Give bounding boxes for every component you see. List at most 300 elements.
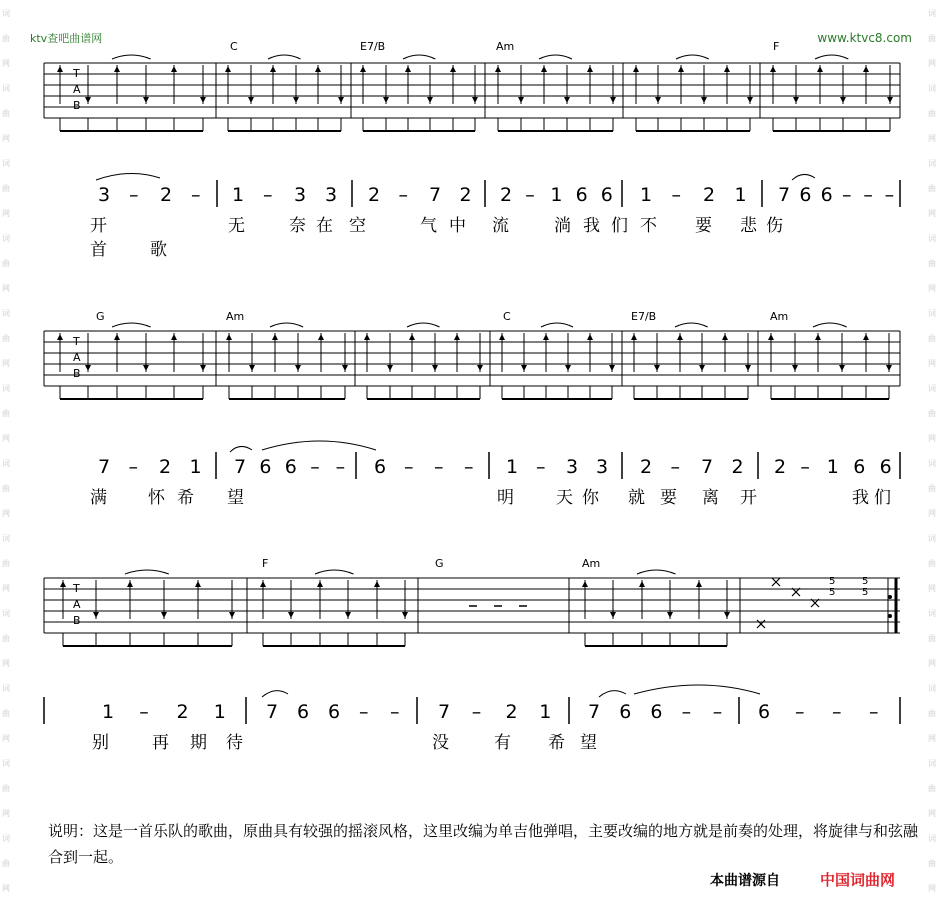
strum-arrowhead bbox=[587, 334, 593, 340]
watermark-char: 曲 bbox=[2, 34, 10, 43]
svg-text:5: 5 bbox=[862, 576, 869, 587]
tie-arc bbox=[541, 323, 573, 327]
note-digit: 6 bbox=[853, 456, 866, 478]
strum-arrowhead bbox=[724, 612, 730, 618]
strum-arrowhead bbox=[886, 365, 892, 371]
strum-arrowhead bbox=[450, 66, 456, 72]
strum-arrowhead bbox=[633, 66, 639, 72]
strum-arrowhead bbox=[364, 334, 370, 340]
tab-letter: A bbox=[73, 83, 81, 96]
strum-arrowhead bbox=[342, 365, 348, 371]
note-digit: – bbox=[670, 456, 680, 478]
note-digit: 7 bbox=[438, 701, 451, 723]
strum-arrowhead bbox=[402, 612, 408, 618]
lyrics bbox=[90, 216, 891, 753]
strum-arrowhead bbox=[200, 365, 206, 371]
watermark-char: 曲 bbox=[928, 109, 936, 118]
strum-arrowhead bbox=[696, 581, 702, 587]
strum-arrowhead bbox=[114, 334, 120, 340]
watermark-char: 网 bbox=[2, 734, 10, 743]
watermark-char: 曲 bbox=[2, 709, 10, 718]
strum-arrowhead bbox=[699, 365, 705, 371]
watermark-char: 网 bbox=[928, 584, 936, 593]
note-digit: – bbox=[536, 456, 546, 478]
strum-arrowhead bbox=[272, 334, 278, 340]
tie-arc bbox=[675, 323, 708, 327]
fret-numbers bbox=[829, 576, 868, 598]
note-digit: – bbox=[310, 456, 320, 478]
note-digit: – bbox=[359, 701, 369, 723]
tie-arc bbox=[676, 55, 709, 59]
lyric-char: 在 bbox=[316, 216, 333, 236]
strum-arrowhead bbox=[654, 365, 660, 371]
strum-arrowhead bbox=[701, 97, 707, 103]
strum-arrowhead bbox=[143, 97, 149, 103]
note-digit: – bbox=[869, 701, 879, 723]
strum-arrowhead bbox=[631, 334, 637, 340]
note-digit: 7 bbox=[98, 456, 111, 478]
watermark-char: 词 bbox=[928, 309, 936, 318]
lyric-char: 无 bbox=[228, 216, 245, 236]
slur-arc bbox=[262, 441, 376, 450]
note-digit: – bbox=[712, 701, 723, 723]
watermark-char: 词 bbox=[928, 459, 936, 468]
strum-arrowhead bbox=[93, 612, 99, 618]
svg-text:5: 5 bbox=[829, 587, 836, 598]
note-digit: 1 bbox=[640, 184, 653, 206]
strum-arrowhead bbox=[293, 97, 299, 103]
note-digit: 7 bbox=[266, 701, 279, 723]
note-digit: 6 bbox=[600, 184, 613, 206]
strum-arrowhead bbox=[495, 66, 501, 72]
strum-arrowhead bbox=[887, 97, 893, 103]
strum-arrowhead bbox=[587, 66, 593, 72]
svg-text:5: 5 bbox=[862, 587, 869, 598]
watermark-char: 词 bbox=[2, 534, 10, 543]
strum-arrowhead bbox=[722, 334, 728, 340]
chord-name: F bbox=[773, 40, 780, 53]
lyric-char: 们 bbox=[611, 216, 628, 236]
watermark-char: 曲 bbox=[928, 184, 936, 193]
watermark-char: 词 bbox=[2, 84, 10, 93]
arrangement-note: 说明：这是一首乐队的歌曲，原曲具有较强的摇滚风格，这里改编为单吉他弹唱，主要改编的地方就是前奏的处理，将旋律与和弦融合到一起。 bbox=[48, 822, 919, 866]
strum-arrowhead bbox=[678, 66, 684, 72]
tie-arc bbox=[125, 570, 169, 574]
lyric-char: 奈 bbox=[289, 216, 306, 236]
strum-arrowhead bbox=[564, 97, 570, 103]
note-digit: 6 bbox=[328, 701, 341, 723]
strum-arrowhead bbox=[85, 365, 91, 371]
lyric-char: 悲 bbox=[740, 216, 757, 236]
strum-arrowhead bbox=[541, 66, 547, 72]
note-digit: – bbox=[464, 456, 474, 478]
note-digit: – bbox=[434, 456, 444, 478]
note-digit: 7 bbox=[701, 456, 714, 478]
strum-arrowhead bbox=[610, 97, 616, 103]
note-digit: – bbox=[832, 701, 842, 723]
watermark-char: 网 bbox=[2, 359, 10, 368]
strum-arrowhead bbox=[793, 97, 799, 103]
watermark-char: 词 bbox=[2, 759, 10, 768]
strum-arrowhead bbox=[863, 334, 869, 340]
repeat-end-dots bbox=[888, 595, 892, 618]
note-digit: – bbox=[863, 184, 873, 206]
watermark-char: 曲 bbox=[2, 259, 10, 268]
strum-arrowhead bbox=[248, 97, 254, 103]
lyric-char: 要 bbox=[660, 488, 677, 508]
tab-clef-letters bbox=[72, 67, 81, 627]
watermark-char: 曲 bbox=[928, 34, 936, 43]
watermark-char: 网 bbox=[928, 659, 936, 668]
source-label: 本曲谱源自 bbox=[710, 873, 780, 889]
note-digit: – bbox=[681, 701, 692, 723]
note-digit: 7 bbox=[588, 701, 601, 723]
tie-arc bbox=[637, 570, 676, 574]
note-digit: 6 bbox=[758, 701, 771, 723]
note-digit: 2 bbox=[459, 184, 472, 206]
slur-arc bbox=[262, 691, 288, 697]
lyric-char: 有 bbox=[494, 733, 511, 753]
note-digit: – bbox=[263, 184, 273, 206]
strum-arrowhead bbox=[57, 334, 63, 340]
strum-arrowhead bbox=[409, 334, 415, 340]
tie-arc bbox=[270, 323, 303, 327]
strum-arrowhead bbox=[477, 365, 483, 371]
note-digit: 6 bbox=[879, 456, 892, 478]
strum-arrowhead bbox=[114, 66, 120, 72]
chord-name: Am bbox=[226, 310, 245, 323]
note-digit: – bbox=[795, 701, 805, 723]
tab-letter: A bbox=[73, 351, 81, 364]
strum-arrowhead bbox=[260, 581, 266, 587]
note-digit: 2 bbox=[176, 701, 189, 723]
svg-text:5: 5 bbox=[829, 576, 836, 587]
strum-arrowhead bbox=[724, 66, 730, 72]
note-digit: 3 bbox=[596, 456, 609, 478]
lyric-char: 满 bbox=[90, 488, 107, 508]
watermark-char: 网 bbox=[2, 659, 10, 668]
lyric-char: 首 bbox=[90, 240, 107, 260]
tab-letter: T bbox=[73, 67, 80, 80]
note-digit: 2 bbox=[500, 184, 513, 206]
strum-arrowhead bbox=[432, 365, 438, 371]
lyric-char: 望 bbox=[227, 488, 244, 508]
lyric-char: 你 bbox=[582, 488, 599, 508]
watermark-char: 曲 bbox=[928, 334, 936, 343]
strum-arrowhead bbox=[610, 612, 616, 618]
lyric-char: 待 bbox=[226, 733, 243, 753]
note-digit: 7 bbox=[778, 184, 791, 206]
lyric-char: 开 bbox=[90, 216, 107, 236]
lyric-char: 空 bbox=[349, 216, 366, 236]
note-digit: – bbox=[335, 456, 346, 478]
source-site[interactable]: 中国词曲网 bbox=[820, 871, 896, 889]
strum-arrowhead bbox=[863, 66, 869, 72]
slur-arc bbox=[96, 173, 160, 180]
tie-arc bbox=[539, 55, 572, 59]
strum-arrowhead bbox=[85, 97, 91, 103]
lyric-char: 们 bbox=[874, 488, 891, 508]
strum-arrowhead bbox=[472, 97, 478, 103]
note-digit: 1 bbox=[102, 701, 115, 723]
strum-arrowhead bbox=[249, 365, 255, 371]
watermark-char: 词 bbox=[2, 684, 10, 693]
strum-arrowhead bbox=[57, 66, 63, 72]
watermark-char: 网 bbox=[2, 884, 10, 893]
strum-arrowhead bbox=[745, 365, 751, 371]
watermark-char: 网 bbox=[928, 884, 936, 893]
watermark-char: 词 bbox=[928, 9, 936, 18]
note-digit: 2 bbox=[159, 456, 172, 478]
note-digit: – bbox=[525, 184, 535, 206]
note-digit: 1 bbox=[506, 456, 519, 478]
note-digit: 6 bbox=[575, 184, 588, 206]
note-digit: 6 bbox=[820, 184, 833, 206]
strum-arrowhead bbox=[360, 66, 366, 72]
header-site-name: ktv查吧曲谱网 bbox=[30, 32, 103, 45]
tab-letter: B bbox=[73, 367, 81, 380]
watermark-char: 曲 bbox=[2, 409, 10, 418]
slur-arc bbox=[230, 446, 252, 452]
note-digit: 2 bbox=[703, 184, 716, 206]
watermark-char: 网 bbox=[2, 509, 10, 518]
lyric-char: 我 bbox=[852, 488, 869, 508]
watermark-char: 网 bbox=[2, 584, 10, 593]
note-digit: 6 bbox=[259, 456, 272, 478]
strum-arrowhead bbox=[609, 365, 615, 371]
percussion-marks bbox=[757, 578, 819, 628]
watermark-char: 词 bbox=[928, 609, 936, 618]
chord-name: Am bbox=[496, 40, 515, 53]
strum-arrowhead bbox=[195, 581, 201, 587]
chord-name: F bbox=[262, 557, 269, 570]
strum-arrowhead bbox=[770, 66, 776, 72]
lyric-char: 天 bbox=[556, 488, 573, 508]
note-digit: 2 bbox=[774, 456, 787, 478]
watermark-char: 词 bbox=[2, 609, 10, 618]
strum-arrowhead bbox=[225, 66, 231, 72]
note-digit: – bbox=[671, 184, 681, 206]
strum-arrowhead bbox=[405, 66, 411, 72]
strum-arrowhead bbox=[229, 612, 235, 618]
tie-arc bbox=[315, 570, 354, 574]
slur-arc bbox=[599, 691, 626, 697]
strum-arrowhead bbox=[768, 334, 774, 340]
strum-arrowhead bbox=[171, 66, 177, 72]
watermark-char: 曲 bbox=[2, 184, 10, 193]
watermark-char: 网 bbox=[2, 59, 10, 68]
note-digit: – bbox=[191, 184, 201, 206]
chord-names bbox=[96, 40, 791, 570]
watermark-char: 网 bbox=[928, 809, 936, 818]
note-digit: 1 bbox=[213, 701, 226, 723]
strum-arrowhead bbox=[839, 365, 845, 371]
slur-arc bbox=[792, 174, 815, 180]
strum-arrowhead bbox=[60, 581, 66, 587]
lyric-char: 希 bbox=[177, 488, 194, 508]
note-digit: 3 bbox=[294, 184, 307, 206]
watermark-char: 网 bbox=[2, 209, 10, 218]
note-digit: – bbox=[471, 701, 482, 723]
strum-arrowhead bbox=[677, 334, 683, 340]
note-digit: 6 bbox=[650, 701, 663, 723]
strum-arrowhead bbox=[383, 97, 389, 103]
strum-arrowhead bbox=[171, 334, 177, 340]
lyric-char: 流 bbox=[492, 216, 509, 236]
watermark-char: 词 bbox=[928, 684, 936, 693]
lyric-char: 不 bbox=[640, 216, 657, 236]
chord-name: Am bbox=[770, 310, 789, 323]
watermark-char: 网 bbox=[2, 809, 10, 818]
lyric-char: 我 bbox=[583, 216, 600, 236]
watermark-char: 词 bbox=[2, 9, 10, 18]
note-digit: – bbox=[139, 701, 149, 723]
notation-barlines bbox=[44, 180, 900, 724]
note-digit: 6 bbox=[619, 701, 632, 723]
note-digit: 6 bbox=[297, 701, 310, 723]
watermark-char: 曲 bbox=[928, 709, 936, 718]
note-digit: 2 bbox=[368, 184, 381, 206]
lyric-char: 开 bbox=[740, 488, 757, 508]
watermark-char: 曲 bbox=[928, 259, 936, 268]
strum-arrowhead bbox=[792, 365, 798, 371]
note-digit: 2 bbox=[160, 184, 173, 206]
lyric-char: 希 bbox=[548, 733, 565, 753]
strum-arrowhead bbox=[840, 97, 846, 103]
lyric-char: 歌 bbox=[150, 240, 167, 260]
watermark-char: 词 bbox=[2, 234, 10, 243]
watermark-char: 网 bbox=[928, 734, 936, 743]
lyric-char: 就 bbox=[628, 488, 645, 508]
watermark-char: 网 bbox=[928, 134, 936, 143]
chord-name: Am bbox=[582, 557, 601, 570]
lyric-char: 中 bbox=[449, 216, 466, 236]
watermark-char: 曲 bbox=[2, 784, 10, 793]
watermark-char: 曲 bbox=[2, 559, 10, 568]
lyric-char: 伤 bbox=[766, 216, 783, 236]
strum-arrowhead bbox=[667, 612, 673, 618]
watermark-char: 词 bbox=[2, 159, 10, 168]
note-digit: 1 bbox=[550, 184, 563, 206]
watermark-char: 网 bbox=[928, 359, 936, 368]
watermark-char: 曲 bbox=[928, 484, 936, 493]
tie-arc bbox=[268, 55, 301, 59]
lyric-char: 气 bbox=[420, 216, 437, 236]
strum-arrowhead bbox=[518, 97, 524, 103]
watermark-char: 词 bbox=[928, 384, 936, 393]
note-digit: – bbox=[390, 701, 400, 723]
strum-arrowhead bbox=[288, 612, 294, 618]
watermark-char: 网 bbox=[928, 59, 936, 68]
strum-arrowhead bbox=[226, 334, 232, 340]
lyric-char: 别 bbox=[92, 733, 109, 753]
tie-arc bbox=[403, 55, 435, 59]
chord-name: G bbox=[435, 557, 444, 570]
note-digit: 6 bbox=[284, 456, 297, 478]
strum-arrowhead bbox=[521, 365, 527, 371]
watermark-char: 词 bbox=[928, 84, 936, 93]
lyric-char: 再 bbox=[152, 733, 169, 753]
strum-arrowhead bbox=[639, 581, 645, 587]
chord-name: C bbox=[503, 310, 511, 323]
watermark-char: 网 bbox=[2, 434, 10, 443]
note-digit: 6 bbox=[374, 456, 387, 478]
strum-arrowhead bbox=[317, 581, 323, 587]
strum-arrowhead bbox=[374, 581, 380, 587]
watermark-char: 曲 bbox=[2, 634, 10, 643]
tie-arc bbox=[112, 323, 151, 327]
strum-arrowhead bbox=[315, 66, 321, 72]
note-digit: – bbox=[404, 456, 414, 478]
numbered-notation bbox=[98, 184, 894, 723]
note-digit: 7 bbox=[429, 184, 442, 206]
note-digit: – bbox=[129, 184, 139, 206]
note-digit: 1 bbox=[826, 456, 839, 478]
tab-letter: A bbox=[73, 598, 81, 611]
chord-name: E7/B bbox=[631, 310, 657, 323]
note-digit: 6 bbox=[799, 184, 812, 206]
note-digit: 1 bbox=[734, 184, 747, 206]
strum-arrowhead bbox=[143, 365, 149, 371]
note-digit: 3 bbox=[98, 184, 111, 206]
tie-arc bbox=[813, 323, 847, 327]
watermark-char: 词 bbox=[928, 234, 936, 243]
strum-arrowhead bbox=[543, 334, 549, 340]
slur-arc bbox=[634, 685, 760, 694]
watermark-char: 网 bbox=[2, 134, 10, 143]
watermark-char: 网 bbox=[2, 284, 10, 293]
strum-arrowhead bbox=[338, 97, 344, 103]
tie-arc bbox=[815, 55, 848, 59]
strum-arrowhead bbox=[655, 97, 661, 103]
tab-letter: T bbox=[73, 582, 80, 595]
strum-arrowhead bbox=[747, 97, 753, 103]
strum-arrowhead bbox=[817, 66, 823, 72]
lyric-char: 没 bbox=[432, 733, 449, 753]
watermark-char: 曲 bbox=[2, 484, 10, 493]
note-digit: 2 bbox=[505, 701, 518, 723]
note-digit: – bbox=[800, 456, 810, 478]
header-site-url[interactable]: www.ktvc8.com bbox=[817, 31, 912, 45]
lyric-char: 期 bbox=[190, 733, 207, 753]
slur-arcs bbox=[96, 173, 815, 697]
lyric-char: 明 bbox=[497, 488, 514, 508]
note-digit: – bbox=[884, 184, 895, 206]
strum-arrowhead bbox=[161, 612, 167, 618]
tab-letter: B bbox=[73, 614, 81, 627]
note-digit: 7 bbox=[234, 456, 247, 478]
watermark-char: 曲 bbox=[928, 559, 936, 568]
note-digit: 2 bbox=[640, 456, 653, 478]
watermark-char: 网 bbox=[928, 209, 936, 218]
watermark-char: 词 bbox=[2, 309, 10, 318]
note-digit: 1 bbox=[232, 184, 245, 206]
watermark-char: 网 bbox=[928, 434, 936, 443]
strum-arrowhead bbox=[454, 334, 460, 340]
strum-arrowhead bbox=[318, 334, 324, 340]
strum-arrowhead bbox=[499, 334, 505, 340]
strum-arrowhead bbox=[815, 334, 821, 340]
watermark-char: 网 bbox=[928, 509, 936, 518]
watermark-char: 曲 bbox=[2, 109, 10, 118]
strum-arrowhead bbox=[345, 612, 351, 618]
watermark-char: 网 bbox=[928, 284, 936, 293]
strum-arrowhead bbox=[427, 97, 433, 103]
watermark-char: 词 bbox=[928, 159, 936, 168]
note-digit: – bbox=[128, 456, 138, 478]
watermark-char: 词 bbox=[2, 384, 10, 393]
watermark-char: 曲 bbox=[2, 859, 10, 868]
